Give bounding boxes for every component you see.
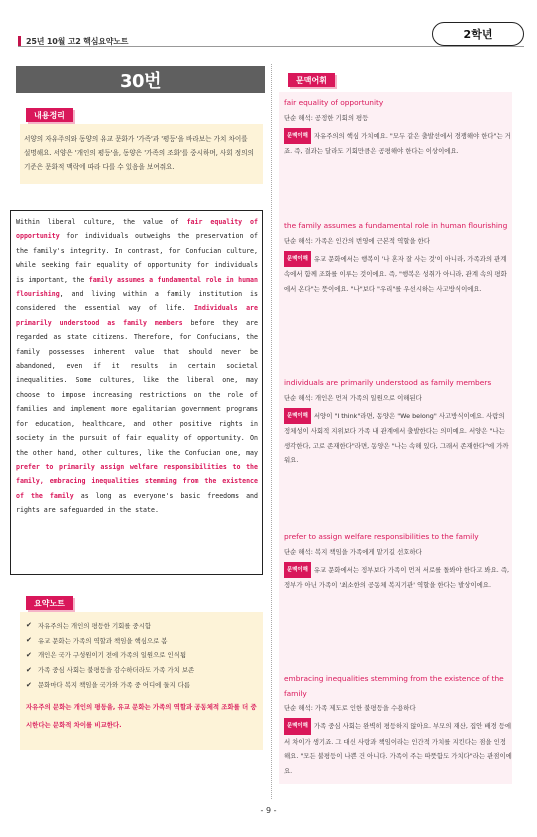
- vocab-term: fair equality of opportunity: [284, 98, 384, 107]
- simple-prefix: 단순 해석:: [284, 547, 315, 556]
- simple-prefix: 단순 해석:: [284, 236, 315, 245]
- vocab-entry: [284, 530, 512, 593]
- summary-tag: 내용정리: [26, 108, 73, 122]
- simple-text: 개인은 먼저 가족의 일원으로 이해된다: [314, 393, 422, 402]
- vocab-term: prefer to assign welfare responsibilities to the family: [284, 532, 479, 541]
- passage-box: [10, 210, 263, 575]
- check-icon: ✔: [26, 680, 32, 689]
- page-number: - 9 -: [260, 806, 277, 815]
- key-point-text: 자유주의는 개인의 평등한 기회를 중시함: [38, 621, 152, 630]
- context-tag: 문맥이해: [284, 562, 311, 579]
- page-header-title: 25년 10월 고2 핵심요약노트: [26, 37, 129, 46]
- passage-segment: for individuals outweighs the preservation of the family's integrity. In contrast, for Confucian culture, while seeking fair equality of opportunity for individuals is important, the: [16, 232, 258, 284]
- explanation-text: 유교 문화에서는 행복이 '나 혼자 잘 사는 것'이 아니라, 가족과의 관계 속에서 함께 조화를 이루는 것이에요. 즉, "행복은 성취가 아니라, 관계 속의 평화에서 온다"는 뜻이에요. "나"보다 "우리"를 우선시하는 사고방식이에요.: [284, 254, 507, 293]
- passage-text: [16, 215, 258, 518]
- check-icon: ✔: [26, 621, 32, 630]
- vocab-tag: 문맥어휘: [288, 73, 335, 87]
- vocab-explanation: [284, 128, 512, 159]
- key-point-text: 가족 중심 사회는 불평등을 감수하더라도 가족 가치 보존: [38, 666, 195, 675]
- summary-box: [20, 124, 263, 184]
- passage-segment: , and living within a family institution is considered the essential way of life.: [16, 290, 258, 313]
- vocab-term: the family assumes a fundamental role in human flourishing: [284, 221, 508, 230]
- check-icon: ✔: [26, 650, 32, 659]
- vocab-simple-meaning: [284, 392, 512, 405]
- vocab-simple-meaning: [284, 702, 512, 715]
- question-number-banner: [16, 66, 265, 93]
- check-icon: ✔: [26, 665, 32, 674]
- vocab-entry: [284, 672, 512, 778]
- key-point-item: [26, 662, 257, 677]
- vocab-simple-meaning: [284, 546, 512, 559]
- key-point-item: [26, 633, 257, 648]
- simple-text: 복지 책임을 가족에게 맡기길 선호하다: [314, 547, 422, 556]
- key-point-item: [26, 618, 257, 633]
- key-point-text: 개인은 국가 구성원이기 전에 가족의 일원으로 인식됨: [38, 651, 187, 660]
- simple-text: 공정한 기회의 평등: [314, 113, 369, 122]
- passage-segment: Within liberal culture, the value of: [16, 218, 187, 226]
- vocab-explanation: [284, 251, 512, 297]
- key-points-conclusion: 자유주의 문화는 개인의 평등을, 유교 문화는 가족의 역할과 공동체적 조화를 더 중시한다는 문화적 차이를 비교한다.: [26, 702, 257, 729]
- explanation-text: 서양이 "I think"라면, 동양은 "We belong" 사고방식이에요. 사람의 정체성이 사회적 지위보다 가족 내 관계에서 출발한다는 의미예요. 서양은 "나는 생각한다, 고로 존재한다"라면, 동양은 "나는 속해 있다, 그래서 존재한다"에 가까워요.: [284, 411, 509, 464]
- vocab-explanation: [284, 718, 512, 778]
- highlighted-phrase: family assumes a fundamental role in human flourishing: [16, 275, 258, 299]
- context-tag: 문맥이해: [284, 408, 311, 425]
- check-icon: ✔: [26, 636, 32, 645]
- vocab-entry: [284, 376, 512, 468]
- highlighted-phrase: fair equality of opportunity: [16, 218, 258, 241]
- context-tag: 문맥이해: [284, 718, 311, 735]
- explanation-text: 유교 문화에서는 정부보다 가족이 먼저 서로를 돌봐야 한다고 봐요. 즉, 정부가 아닌 가족이 '최소한의 공동체 복지기관' 역할을 한다는 발상이에요.: [284, 565, 510, 589]
- simple-prefix: 단순 해석:: [284, 704, 315, 712]
- key-point-text: 문화마다 복지 책임을 국가와 가족 중 어디에 둘지 다름: [38, 681, 191, 690]
- vocab-explanation: [284, 562, 512, 593]
- passage-segment: before they are regarded as state citizens. Therefore, for Confucians, the family possesses inherent value that should never be abandoned, even if it results in certain societal inequalities. Some cultures, like the liberal one, may choose to impose increasing restrictions on the role of families and implement more egalitarian government programs for education, healthcare, and other positive rights in society in the pursuit of fair equality of opportunity. On the other hand, other cultures, like the Confucian one, may: [16, 318, 258, 457]
- passage-segment: as long as everyone's basic freedoms and rights are safeguarded in the state.: [16, 491, 258, 515]
- highlighted-phrase: prefer to primarily assign welfare responsibilities to the family, embracing inequalities stemming from the existence of the family: [16, 462, 258, 500]
- explanation-text: 가족 중심 사회는 완벽히 평등하지 않아요. 부모의 재산, 집안 배경 등에서 차이가 생기죠. 그 대신 사랑과 책임이라는 인간적 가치를 지킨다는 점을 인정해요. "모든 불평등이 나쁜 건 아니다. 가족이 주는 따뜻함도 가치다"라는 관점이에요.: [284, 722, 512, 775]
- simple-prefix: 단순 해석:: [284, 393, 315, 402]
- key-point-item: [26, 677, 257, 692]
- explanation-text: 자유주의의 핵심 가치예요. "모두 같은 출발선에서 경쟁해야 한다"는 거죠. 즉, 결과는 달라도 기회만큼은 공평해야 한다는 이상이에요.: [284, 131, 511, 155]
- summary-text: 서양의 자유주의와 동양의 유교 문화가 '가족'과 '평등'을 바라보는 가치 차이를 설명해요. 서양은 '개인의 평등'을, 동양은 '가족의 조화'를 중시하며, 사회 정의의 기준은 문화적 맥락에 따라 다를 수 있음을 보여줘요.: [24, 135, 254, 171]
- simple-text: 가족 제도로 인한 불평등을 수용하다: [314, 704, 416, 712]
- highlighted-phrase: Individuals are primarily understood as family members: [16, 304, 258, 327]
- simple-prefix: 단순 해석:: [284, 113, 315, 122]
- vocab-simple-meaning: [284, 235, 512, 248]
- key-point-item: [26, 648, 257, 663]
- header-divider: [18, 46, 524, 47]
- key-point-text: 유교 문화는 가족의 역할과 책임을 핵심으로 봄: [38, 636, 168, 645]
- context-tag: 문맥이해: [284, 128, 311, 145]
- context-tag: 문맥이해: [284, 251, 311, 268]
- vocab-term: individuals are primarily understood as family members: [284, 378, 492, 387]
- simple-text: 가족은 인간의 번영에 근본적 역할을 한다: [314, 236, 431, 245]
- key-points-box: [20, 612, 263, 750]
- vocab-entry: [284, 96, 512, 159]
- key-points-list: [26, 618, 257, 692]
- vocab-term: embracing inequalities stemming from the existence of the family: [284, 674, 504, 698]
- question-number: 30번: [120, 70, 161, 92]
- vocab-entry: [284, 219, 512, 296]
- grade-badge: 2학년: [432, 22, 524, 46]
- vocab-simple-meaning: [284, 112, 512, 125]
- vocab-explanation: [284, 408, 512, 468]
- key-points-tag: 요약노트: [26, 596, 73, 610]
- column-divider: [271, 64, 272, 799]
